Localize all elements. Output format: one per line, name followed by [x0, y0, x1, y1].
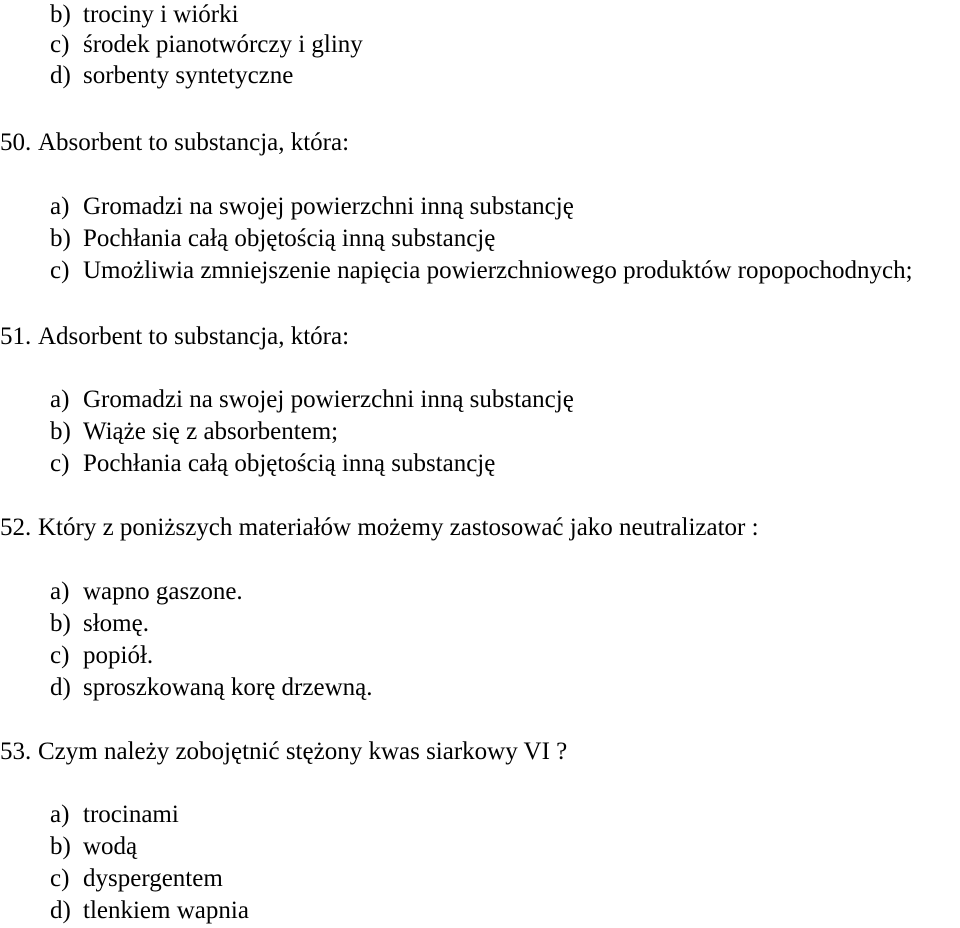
option-text: Gromadzi na swojej powierzchni inną substancję	[83, 193, 574, 220]
option-text: Gromadzi na swojej powierzchni inną substancję	[83, 386, 574, 413]
option-text: wodą	[83, 833, 138, 860]
option-letter: d)	[50, 897, 71, 924]
question-number: 52.	[0, 514, 32, 541]
option-letter: b)	[50, 225, 71, 252]
option-letter: b)	[50, 1, 71, 28]
option-text: środek pianotwórczy i gliny	[83, 31, 363, 58]
option-letter: c)	[50, 257, 70, 284]
option-letter: b)	[50, 833, 71, 860]
option-text: popiół.	[83, 642, 154, 669]
option-text: tlenkiem wapnia	[83, 897, 249, 924]
question-text: Adsorbent to substancja, która:	[38, 323, 350, 350]
option-letter: c)	[50, 31, 70, 58]
question-number: 51.	[0, 323, 32, 350]
option-text: wapno gaszone.	[83, 578, 243, 605]
option-text: Wiąże się z absorbentem;	[83, 418, 339, 445]
option-text: sorbenty syntetyczne	[83, 62, 294, 89]
option-text: sproszkowaną korę drzewną.	[83, 674, 373, 701]
option-letter: b)	[50, 610, 71, 637]
option-letter: c)	[50, 450, 70, 477]
question-number: 53.	[0, 738, 32, 765]
option-text: Umożliwia zmniejszenie napięcia powierzchniowego produktów ropopochodnych;	[83, 257, 913, 284]
option-text: dyspergentem	[83, 865, 223, 892]
option-letter: d)	[50, 674, 71, 701]
question-text: Który z poniższych materiałów możemy zastosować jako neutralizator :	[38, 514, 759, 541]
option-text: Pochłania całą objętością inną substancję	[83, 450, 496, 477]
option-letter: d)	[50, 62, 71, 89]
option-letter: a)	[50, 193, 70, 220]
option-letter: c)	[50, 642, 70, 669]
option-text: Pochłania całą objętością inną substancję	[83, 225, 496, 252]
question-text: Absorbent to substancja, która:	[38, 129, 350, 156]
option-text: trociny i wiórki	[83, 1, 239, 28]
option-letter: b)	[50, 418, 71, 445]
option-letter: c)	[50, 865, 70, 892]
question-text: Czym należy zobojętnić stężony kwas siarkowy VI ?	[38, 738, 568, 765]
option-letter: a)	[50, 801, 70, 828]
option-text: trocinami	[83, 801, 179, 828]
option-letter: a)	[50, 578, 70, 605]
option-text: słomę.	[83, 610, 149, 637]
question-number: 50.	[0, 129, 32, 156]
option-letter: a)	[50, 386, 70, 413]
